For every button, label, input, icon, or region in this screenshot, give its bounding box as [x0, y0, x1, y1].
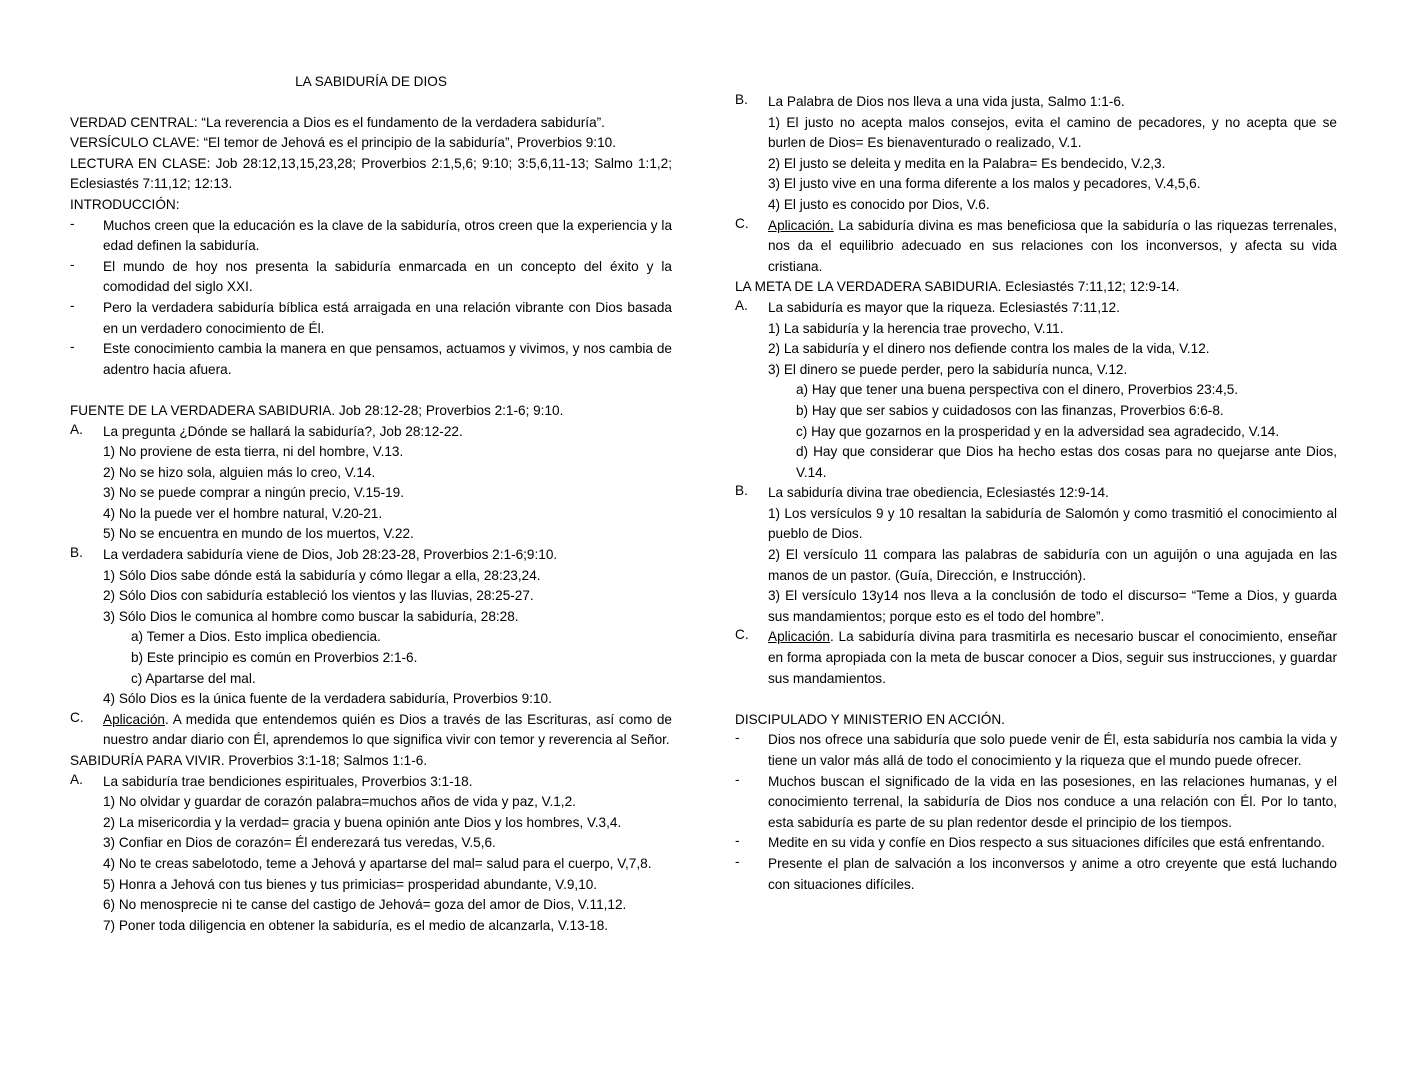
discipulado-item: Muchos buscan el significado de la vida en las posesiones, en las relaciones humanas, y el conocimiento terrenal, la sabiduría de Dios nos conduce a una relación con Él. Por lo tanto, esta sabiduría es parte de su plan redentor desde el principio de los tiempos. [768, 773, 1337, 830]
letter-marker: A. [70, 421, 83, 437]
list-item: 2) Sólo Dios con sabiduría estableció los vientos y las lluvias, 28:25-27. [103, 588, 534, 604]
list-item: 3) No se puede comprar a ningún precio, V.15-19. [103, 485, 405, 501]
list-item: 1) La sabiduría y la herencia trae provecho, V.11. [768, 320, 1064, 336]
section-a [735, 298, 1337, 319]
discipulado-heading: DISCIPULADO Y MINISTERIO EN ACCIÓN. [735, 711, 1005, 727]
list-item: 1) No proviene de esta tierra, ni del hombre, V.13. [103, 444, 404, 460]
list-item: 3) Confiar en Dios de corazón= Él enderezará tus veredas, V.5,6. [103, 835, 496, 851]
meta-a: La sabiduría es mayor que la riqueza. Eclesiastés 7:11,12. [768, 299, 1120, 315]
letter-marker: B. [735, 483, 748, 499]
list-item [70, 298, 672, 339]
list-item: 4) No te creas sabelotodo, teme a Jehová y apartarse del mal= salud para el cuerpo, V,7,8. [103, 855, 652, 871]
list-item: 3) El justo vive en una forma diferente a los malos y pecadores, V.4,5,6. [768, 176, 1201, 192]
letter-marker: A. [735, 297, 748, 313]
aplicacion-label: Aplicación. [768, 217, 834, 233]
aplicacion-label: Aplicación [768, 629, 830, 645]
bullet-marker: - [70, 215, 75, 231]
section-b [70, 545, 672, 566]
list-item [735, 772, 1337, 834]
aplicacion-text: . La sabiduría divina para trasmitirla es necesario buscar el conocimiento, enseñar en forma apropiada con la meta de buscar conocer a Dios, seguir sus instrucciones, y guardar sus mandamientos. [768, 629, 1337, 686]
bullet-marker: - [735, 771, 740, 787]
letter-marker: C. [735, 627, 749, 643]
left-column [70, 72, 672, 936]
meta-heading: LA META DE LA VERDADERA SABIDURIA. Eclesiastés 7:11,12; 12:9-14. [735, 279, 1180, 295]
list-item: 2) No se hizo sola, alguien más lo creo, V.14. [103, 464, 376, 480]
list-item: 3) El versículo 13y14 nos lleva a la conclusión de todo el discurso= “Teme a Dios, y guarda sus mandamientos; porque esto es el todo del hombre”. [768, 588, 1337, 624]
aplicacion-label: Aplicación [103, 711, 165, 727]
list-item: 3) Sólo Dios le comunica al hombre como buscar la sabiduría, 28:28. [103, 608, 519, 624]
verdad-central: VERDAD CENTRAL: “La reverencia a Dios es el fundamento de la verdadera sabiduría”. [70, 114, 605, 130]
list-item [70, 216, 672, 257]
sub-item: c) Hay que gozarnos en la prosperidad y en la adversidad sea agradecido, V.14. [796, 423, 1280, 439]
list-item: 1) El justo no acepta malos consejos, evita el camino de pecadores, y no acepta que se burlen de Dios= Es bienaventurado o realizado, V.1. [768, 114, 1337, 151]
list-item [70, 339, 672, 380]
section-a [70, 772, 672, 793]
introduccion-item: Muchos creen que la educación es la clave de la sabiduría, otros creen que la experiencia y la edad definen la sabiduría. [103, 217, 672, 254]
list-item: 4) Sólo Dios es la única fuente de la verdadera sabiduría, Proverbios 9:10. [103, 691, 552, 707]
list-item: 7) Poner toda diligencia en obtener la sabiduría, es el medio de alcanzarla, V.13-18. [103, 917, 609, 933]
bullet-marker: - [70, 339, 75, 355]
sub-item: a) Temer a Dios. Esto implica obediencia. [131, 629, 381, 645]
list-item [735, 833, 1337, 854]
sub-item: c) Apartarse del mal. [131, 670, 256, 686]
vivir-b: La Palabra de Dios nos lleva a una vida justa, Salmo 1:1-6. [768, 94, 1125, 109]
versiculo-clave: VERSÍCULO CLAVE: “El temor de Jehová es el principio de la sabiduría”, Proverbios 9:10. [70, 135, 617, 151]
list-item: 3) El dinero se puede perder, pero la sabiduría nunca, V.12. [768, 361, 1128, 377]
sub-item: a) Hay que tener una buena perspectiva con el dinero, Proverbios 23:4,5. [796, 382, 1239, 398]
discipulado-item: Presente el plan de salvación a los inconversos y anime a otro creyente que está luchando con situaciones difíciles. [768, 855, 1337, 892]
fuente-a: La pregunta ¿Dónde se hallará la sabiduría?, Job 28:12-22. [103, 423, 463, 439]
fuente-heading: FUENTE DE LA VERDADERA SABIDURIA. Job 28:12-28; Proverbios 2:1-6; 9:10. [70, 402, 564, 418]
sub-item: b) Este principio es común en Proverbios 2:1-6. [131, 650, 418, 666]
introduccion-item: Pero la verdadera sabiduría bíblica está arraigada en una relación vibrante con Dios basada en un verdadero conocimiento de Él. [103, 299, 672, 336]
letter-marker: C. [735, 215, 749, 231]
list-item: 1) Sólo Dios sabe dónde está la sabiduría y cómo llegar a ella, 28:23,24. [103, 567, 541, 583]
list-item: 2) La sabiduría y el dinero nos defiende contra los males de la vida, V.12. [768, 341, 1210, 357]
introduccion-heading: INTRODUCCIÓN: [70, 196, 180, 212]
lectura-en-clase: LECTURA EN CLASE: Job 28:12,13,15,23,28; Proverbios 2:1,5,6; 9:10; 3:5,6,11-13; Salmo 1:1,2; Eclesiastés 7:11,12; 12:13. [70, 155, 672, 192]
section-a [70, 422, 672, 443]
section-b [735, 483, 1337, 504]
fuente-b: La verdadera sabiduría viene de Dios, Job 28:23-28, Proverbios 2:1-6;9:10. [103, 547, 558, 563]
list-item [70, 257, 672, 298]
sub-item: d) Hay que considerar que Dios ha hecho estas dos cosas para no quejarse ante Dios, V.14. [796, 444, 1337, 480]
vivir-heading: SABIDURÍA PARA VIVIR. Proverbios 3:1-18; Salmos 1:1-6. [70, 753, 428, 768]
section-c [735, 216, 1337, 278]
discipulado-item: Dios nos ofrece una sabiduría que solo puede venir de Él, esta sabiduría nos cambia la vida y tiene un valor más allá de todo el conocimiento y la riqueza que el mundo puede ofrecer. [768, 732, 1337, 768]
introduccion-item: Este conocimiento cambia la manera en que pensamos, actuamos y vivimos, y nos cambia de adentro hacia afuera. [103, 341, 672, 377]
discipulado-item: Medite en su vida y confíe en Dios respecto a sus situaciones difíciles que está enfrentando. [768, 835, 1325, 851]
meta-b: La sabiduría divina trae obediencia, Eclesiastés 12:9-14. [768, 485, 1109, 501]
bullet-marker: - [70, 297, 75, 313]
list-item [735, 854, 1337, 895]
list-item: 5) Honra a Jehová con tus bienes y tus primicias= prosperidad abundante, V.9,10. [103, 876, 598, 892]
aplicacion-text: . A medida que entendemos quién es Dios a través de las Escrituras, así como de nuestro andar diario con Él, aprendemos lo que significa vivir con temor y reverencia al Señor. [103, 711, 672, 748]
bullet-marker: - [735, 833, 740, 849]
section-c [735, 627, 1337, 689]
section-b [735, 92, 1337, 113]
list-item: 6) No menosprecie ni te canse del castigo de Jehová= goza del amor de Dios, V.11,12. [103, 897, 627, 913]
sub-item: b) Hay que ser sabios y cuidadosos con las finanzas, Proverbios 6:6-8. [796, 402, 1224, 418]
vivir-a: La sabiduría trae bendiciones espirituales, Proverbios 3:1-18. [103, 773, 473, 789]
letter-marker: B. [735, 92, 748, 107]
list-item: 4) El justo es conocido por Dios, V.6. [768, 196, 990, 212]
letter-marker: A. [70, 771, 83, 787]
bullet-marker: - [735, 853, 740, 869]
list-item: 4) No la puede ver el hombre natural, V.20-21. [103, 505, 383, 521]
page-title: LA SABIDURÍA DE DIOS [295, 74, 447, 89]
bullet-marker: - [735, 730, 740, 746]
aplicacion-paragraph [768, 627, 1337, 689]
letter-marker: C. [70, 709, 84, 725]
list-item: 1) No olvidar y guardar de corazón palabra=muchos años de vida y paz, V.1,2. [103, 794, 576, 810]
section-c [70, 710, 672, 751]
aplicacion-paragraph [103, 710, 672, 751]
list-item: 2) La misericordia y la verdad= gracia y buena opinión ante Dios y los hombres, V.3,4. [103, 814, 622, 830]
letter-marker: B. [70, 545, 83, 561]
list-item: 1) Los versículos 9 y 10 resaltan la sabiduría de Salomón y como trasmitió el conocimiento al pueblo de Dios. [768, 505, 1337, 542]
introduccion-item: El mundo de hoy nos presenta la sabiduría enmarcada en un concepto del éxito y la comodidad del siglo XXI. [103, 258, 672, 295]
list-item: 2) El justo se deleita y medita en la Palabra= Es bendecido, V.2,3. [768, 155, 1166, 171]
list-item: 5) No se encuentra en mundo de los muertos, V.22. [103, 526, 414, 542]
right-column [735, 92, 1337, 895]
aplicacion-paragraph [768, 216, 1337, 278]
bullet-marker: - [70, 256, 75, 272]
aplicacion-text: La sabiduría divina es mas beneficiosa que la sabiduría o las riquezas terrenales, nos da el equilibrio adecuado en sus relaciones con los inconversos, y afecta su vida cristiana. [768, 217, 1337, 274]
list-item [735, 730, 1337, 771]
list-item: 2) El versículo 11 compara las palabras de sabiduría con un aguijón o una agujada en las manos de un pastor. (Guía, Dirección, e Instrucción). [768, 547, 1337, 583]
